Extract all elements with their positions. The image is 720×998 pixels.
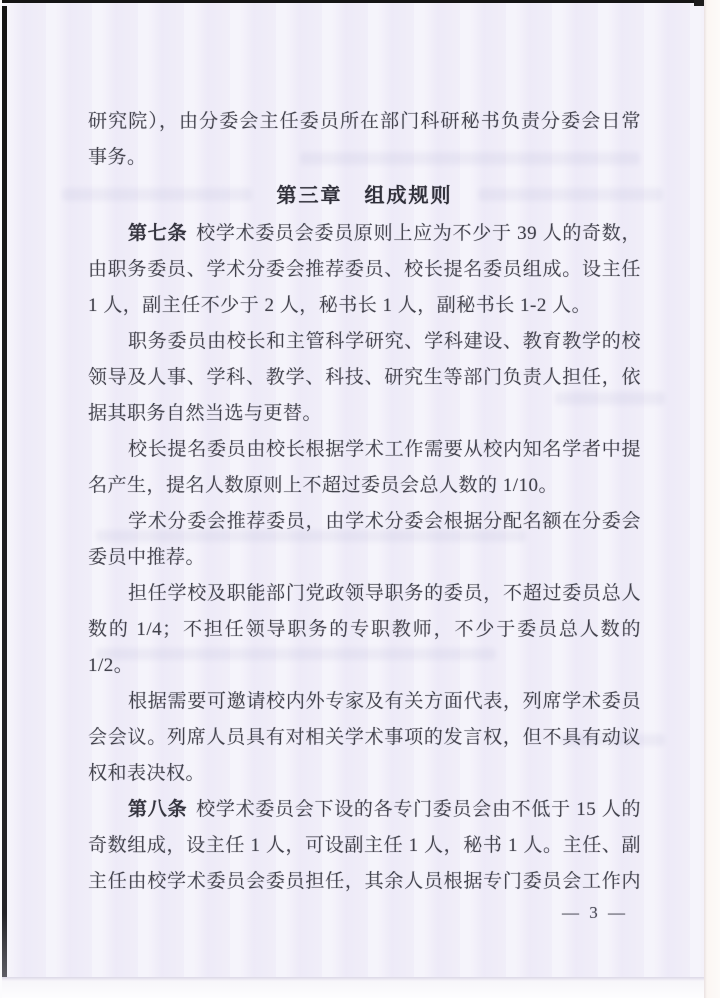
text-line: 会会议。列席人员具有对相关学术事项的发言权，但不具有动议 [88,727,641,748]
text-line: 由职务委员、学术分委会推荐委员、校长提名委员组成。设主任 [88,259,641,280]
text-line: 委员中推荐。 [88,547,206,568]
article-lead: 第八条 [128,799,188,820]
scan-edge-top [0,0,720,3]
scan-edge-left [2,6,7,992]
page-number: — 3 — [562,903,628,922]
text-line: 研究院），由分委会主任委员所在部门科研秘书负责分委会日常 [88,111,641,132]
text-line: 名产生，提名人数原则上不超过委员会总人数的 1/10。 [88,475,559,496]
text-run: 校学术委员会下设的各专门委员会由不低于 15 人的 [196,799,641,820]
article-lead: 第七条 [128,223,188,244]
document-body [88,104,641,900]
text-line [88,216,641,252]
text-line: 学术分委会推荐委员，由学术分委会根据分配名额在分委会 [128,511,641,532]
text-line [88,792,641,828]
text-run: 校学术委员会委员原则上应为不少于 39 人的奇数， [196,223,641,244]
scan-edge-right [704,0,720,998]
text-line: 奇数组成，设主任 1 人，可设副主任 1 人，秘书 1 人。主任、副 [88,835,641,856]
text-line: 校长提名委员由校长根据学术工作需要从校内知名学者中提 [128,439,641,460]
text-line: 主任由校学术委员会委员担任，其余人员根据专门委员会工作内 [88,871,641,892]
text-line: 根据需要可邀请校内外专家及有关方面代表，列席学术委员 [128,691,641,712]
text-line: 据其职务自然当选与更替。 [88,403,323,424]
chapter-heading: 第三章 组成规则 [276,185,453,207]
text-line: 领导及人事、学科、教学、科技、研究生等部门负责人担任，依 [88,367,641,388]
text-line: 担任学校及职能部门党政领导职务的委员，不超过委员总人 [128,583,641,604]
text-line: 1 人，副主任不少于 2 人，秘书长 1 人，副秘书长 1-2 人。 [88,295,592,316]
text-line: 1/2。 [88,655,134,676]
text-line: 数的 1/4；不担任领导职务的专职教师，不少于委员总人数的 [88,619,641,640]
text-line: 权和表决权。 [88,763,206,784]
text-line: 事务。 [88,147,147,168]
scan-edge-bottom [2,977,704,998]
text-line: 职务委员由校长和主管科学研究、学科建设、教育教学的校 [128,331,641,352]
